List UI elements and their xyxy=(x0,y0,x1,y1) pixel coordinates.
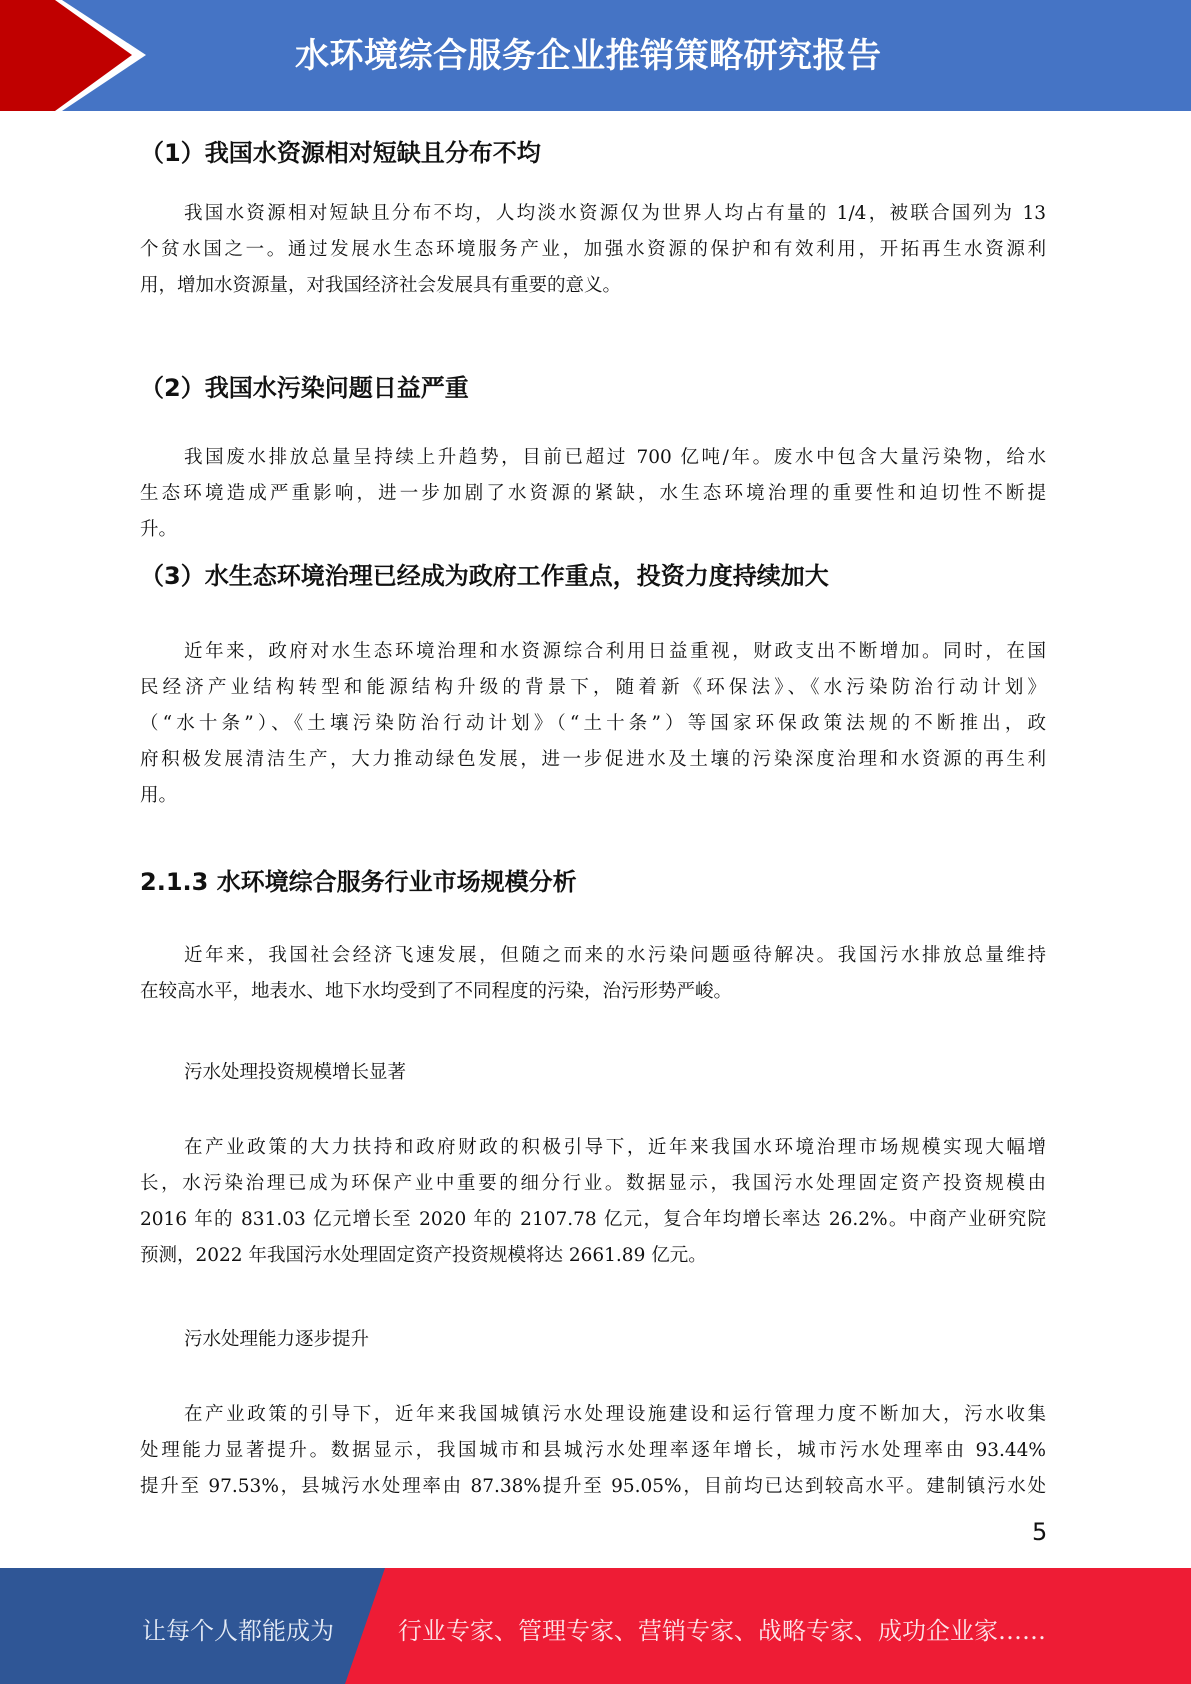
text-line: 用，增加水资源量，对我国经济社会发展具有重要的意义。 xyxy=(140,275,622,296)
text-line: 府积极发展清洁生产，大力推动绿色发展，进一步促进水及土壤的污染深度治理和水资源的再生利 xyxy=(140,749,1046,770)
subheading: 污水处理能力逐步提升 xyxy=(184,1329,370,1350)
text-line: 2016 年的 831.03 亿元增长至 2020 年的 2107.78 亿元，复合年均增长率达 26.2%。中商产业研究院 xyxy=(140,1209,1046,1230)
text-line: 在产业政策的引导下，近年来我国城镇污水处理设施建设和运行管理力度不断加大，污水收集 xyxy=(184,1404,1046,1425)
paragraph xyxy=(140,196,1046,304)
paragraph xyxy=(140,1397,1046,1505)
footer-slogan-left: 让每个人都能成为 xyxy=(142,1617,334,1645)
text-line: 提升至 97.53%，县城污水处理率由 87.38%提升至 95.05%，目前均已达到较高水平。建制镇污水处 xyxy=(140,1476,1046,1497)
section-heading: （3）水生态环境治理已经成为政府工作重点，投资力度持续加大 xyxy=(140,562,829,590)
paragraph xyxy=(140,634,1046,814)
text-line: 长，水污染治理已成为环保产业中重要的细分行业。数据显示，我国污水处理固定资产投资规模由 xyxy=(140,1173,1046,1194)
text-line: 我国水资源相对短缺且分布不均，人均淡水资源仅为世界人均占有量的 1/4，被联合国列为 13 xyxy=(184,203,1046,224)
paragraph xyxy=(140,440,1046,548)
text-line: 民经济产业结构转型和能源结构升级的背景下，随着新《环保法》、《水污染防治行动计划》 xyxy=(140,677,1046,698)
text-line: 近年来，政府对水生态环境治理和水资源综合利用日益重视，财政支出不断增加。同时，在国 xyxy=(184,641,1046,662)
text-line: 在产业政策的大力扶持和政府财政的积极引导下，近年来我国水环境治理市场规模实现大幅增 xyxy=(184,1137,1046,1158)
paragraph xyxy=(140,1130,1046,1274)
text-line: 预测，2022 年我国污水处理固定资产投资规模将达 2661.89 亿元。 xyxy=(140,1245,707,1266)
page-header xyxy=(0,0,1191,111)
page-number: 5 xyxy=(1032,1518,1048,1546)
text-line: 升。 xyxy=(140,519,178,540)
text-line: 近年来，我国社会经济飞速发展，但随之而来的水污染问题亟待解决。我国污水排放总量维持 xyxy=(184,945,1046,966)
red-arrow-decoration xyxy=(0,0,160,111)
text-line: 我国废水排放总量呈持续上升趋势，目前已超过 700 亿吨/年。废水中包含大量污染物，给水 xyxy=(184,447,1046,468)
section-heading: （2）我国水污染问题日益严重 xyxy=(140,374,469,402)
text-line: 个贫水国之一。通过发展水生态环境服务产业，加强水资源的保护和有效利用，开拓再生水资源利 xyxy=(140,239,1046,260)
text-line: （“水十条”）、《土壤污染防治行动计划》（“土十条”）等国家环保政策法规的不断推出，政 xyxy=(140,713,1046,734)
section-heading: 2.1.3 水环境综合服务行业市场规模分析 xyxy=(140,868,577,896)
header-title: 水环境综合服务企业推销策略研究报告 xyxy=(295,36,882,76)
text-line: 处理能力显著提升。数据显示，我国城市和县城污水处理率逐年增长，城市污水处理率由 93.44% xyxy=(140,1440,1046,1461)
text-line: 用。 xyxy=(140,785,178,806)
text-line: 在较高水平，地表水、地下水均受到了不同程度的污染，治污形势严峻。 xyxy=(140,981,733,1002)
text-line: 生态环境造成严重影响，进一步加剧了水资源的紧缺，水生态环境治理的重要性和迫切性不断提 xyxy=(140,483,1046,504)
paragraph xyxy=(140,938,1046,1010)
section-heading: （1）我国水资源相对短缺且分布不均 xyxy=(140,139,541,167)
subheading: 污水处理投资规模增长显著 xyxy=(184,1062,407,1083)
footer-slogan-right: 行业专家、管理专家、营销专家、战略专家、成功企业家…… xyxy=(398,1617,1046,1645)
